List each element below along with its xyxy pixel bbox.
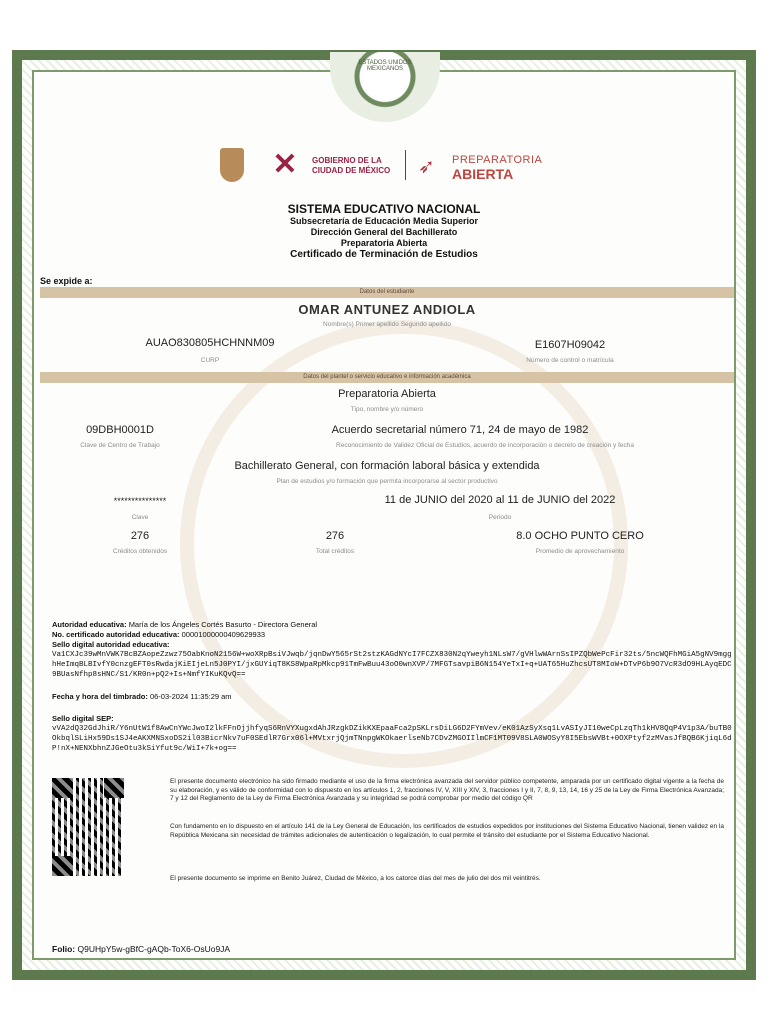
gobierno-text: GOBIERNO DE LA <box>312 156 382 165</box>
folio-label: Folio: <box>52 944 76 954</box>
prepa-logo-line2: ABIERTA <box>452 166 514 182</box>
plan-value: Bachillerato General, con formación laboral básica y extendida <box>234 460 540 472</box>
school-type: Preparatoria Abierta <box>338 388 436 400</box>
gobierno-logo-text <box>312 156 390 176</box>
qr-pattern-overlay <box>52 778 124 876</box>
cdmx-logo-icon: ✕ <box>272 148 298 181</box>
sep-seal-label: Sello digital SEP: <box>52 714 114 723</box>
periodo-label: Periodo <box>488 514 512 521</box>
control-value: E1607H09042 <box>534 339 606 351</box>
curp-value: AUAO830805HCHNNM09 <box>145 337 275 349</box>
timbrado-value: 06-03-2024 11:35:29 am <box>149 692 232 701</box>
logo-divider <box>405 150 406 180</box>
prepa-logo-line1: PREPARATORIA <box>452 154 543 166</box>
student-band: Datos del estudiante <box>40 287 734 298</box>
header-line3: Preparatoria Abierta <box>340 238 428 248</box>
creditos-obtenidos-value: 276 <box>130 530 150 542</box>
school-band: Datos del plantel o servicio educativo e información académica <box>40 372 734 383</box>
sep-seal-block <box>52 714 732 754</box>
total-creditos-value: 276 <box>325 530 345 542</box>
authority-label: Autoridad educativa: <box>52 620 127 629</box>
promedio-value: 8.0 OCHO PUNTO CERO <box>516 530 644 542</box>
document-header <box>0 202 768 261</box>
legal-paragraph-2: Con fundamento en lo dispuesto en el artículo 141 de la Ley General de Educación, los certificados de estudios expedidos por instituciones del Sistema Educativo Nacional, tienen validez en la República Mexicana sin necesidad de trámites adicionales de autenticación o legalización, lo cual permite el tránsito del estudiante por el Sistema Educativo Nacional. <box>170 823 724 839</box>
rvoe-value: Acuerdo secretarial número 71, 24 de mayo de 1982 <box>331 424 589 436</box>
folio-value: Q9UHpY5w-gBfC-gAQb-ToX6-OsUo9JA <box>77 944 231 954</box>
authority-seal-value: Va1CXJc39wMnVWK7BcBZAopeZzwz75OabKnoN2156W+woXRpBsiVJwqb/jqnDwY565rSt2stzKAGdNYcI7FCZX830N2qYweyh1NLsW7/gVHlwWArnSsIPZQbWePcFir32ts/5ncWQFhMGiA5gNV9mgghHeImqBLBIvfY0cnzgEFT0sRwdajKiEIjeLn5J0PYI/jxGUYiqT8KS8WpaRpMkcp91TmFwBuu43oO0wnXVP/7MFGTsavpiB6N154YeTxI+q+UAT65HuZhcsUT8MIoW+DTvP6b9O7VcR3dO9HLAyqEDC9BUasNfhp8sHNC/S1/KR0n+pQ2+Is+NmfYIKuKQvQ== <box>52 651 732 679</box>
timbrado-block <box>52 692 732 702</box>
cdmx-shield-icon <box>220 148 244 182</box>
authority-block <box>52 620 732 680</box>
periodo-value: 11 de JUNIO del 2020 al 11 de JUNIO del 2022 <box>384 494 616 506</box>
school-type-label: Tipo, nombre y/o número <box>350 406 424 413</box>
creditos-obtenidos-label: Créditos obtenidos <box>112 548 168 555</box>
header-line4: Certificado de Terminación de Estudios <box>290 249 478 260</box>
clave-label: Clave <box>131 514 149 521</box>
legal-paragraph-1: El presente documento electrónico ha sido firmado mediante el uso de la firma electrónica avanzada del servidor público competente, amparada por un certificado digital vigente a la fecha de su elaboración, y es válido de conformidad con lo dispuesto en los artículos 1, 2, fracciones IV, V, XIII y XIV, 3, fracciones I y II, 7, 8, 9, 13, 14, 16 y 25 de la Ley de Firma Electrónica Avanzada; 7 y 12 del Reglamento de la Ley de Firma Electrónica Avanzada y su integridad se podrá comprobar por medio del código QR <box>170 778 724 802</box>
promedio-label: Promedio de aprovechamiento <box>535 548 625 555</box>
folio-block <box>52 944 230 954</box>
authority-seal-label: Sello digital autoridad educativa: <box>52 640 170 649</box>
header-line1: Subsecretaría de Educación Media Superior <box>289 216 479 226</box>
prepa-abierta-icon: ➶ <box>418 156 435 178</box>
student-name: OMAR ANTUNEZ ANDIOLA <box>298 302 476 317</box>
clave-value: *************** <box>113 496 167 506</box>
curp-label: CURP <box>200 357 220 364</box>
expide-label: Se expide a: <box>40 276 93 286</box>
ciudad-text: CIUDAD DE MÉXICO <box>312 166 391 175</box>
sep-seal-value: vVA2dQ32GdJhiR/Y6nUtW1f8AwCnYWcJwoI2lkFFnOjjhfyqS6RnVYXugxdAhJRzgkDZikKXEpaaFca2pSKLrsDiLG6D2FYmVev/eK01AzSyXsq1LvASIyJI10weCpLzqTh1kHV8QqP4V1p3A/buTB0OkbqlSLiHx59Ds1SJ4eAKXMNSxoDS2il03BicrNkv7uF0SEdlR7Grx06l+MVtxrjQjmTNnpgWKOkaerlseNb7CDvZMGOIIlmCF1MT09V8SLA0WOSyY8I5EbsWVBt+0OXPtyf2zMVasJfBQB6KjiqL6dP!nX+NENXbhnZJGeOtu3kSiYfut9c/WiI+7k+og== <box>52 725 732 753</box>
timbrado-label: Fecha y hora del timbrado: <box>52 692 148 701</box>
legal-paragraph-3: El presente documento se imprime en Benito Juárez, Ciudad de México, a los catorce días del mes de julio del dos mil veintitrés. <box>170 875 541 882</box>
rvoe-label: Reconocimiento de Validez Oficial de Estudios, acuerdo de incorporación o decreto de creación y fecha <box>336 442 634 449</box>
ct-value: 09DBH0001D <box>86 424 154 436</box>
control-label: Número de control o matrícula <box>526 357 614 364</box>
national-seal-text: ESTADOS UNIDOS MEXICANOS <box>358 60 412 72</box>
ct-label: Clave de Centro de Trabajo <box>80 442 160 449</box>
cert-number-value: 00001000000409629933 <box>181 630 266 639</box>
total-creditos-label: Total créditos <box>315 548 355 555</box>
cert-number-label: No. certificado autoridad educativa: <box>52 630 180 639</box>
header-title: SISTEMA EDUCATIVO NACIONAL <box>287 202 481 216</box>
header-line2: Dirección General del Bachillerato <box>310 227 458 237</box>
plan-label: Plan de estudios y/o formación que permita incorporarse al sector productivo <box>276 478 498 485</box>
student-name-label: Nombre(s) Primer apellido Segundo apellido <box>323 321 451 328</box>
authority-value: María de los Ángeles Cortés Basurto - Directora General <box>128 620 318 629</box>
logo-bar <box>220 148 560 188</box>
